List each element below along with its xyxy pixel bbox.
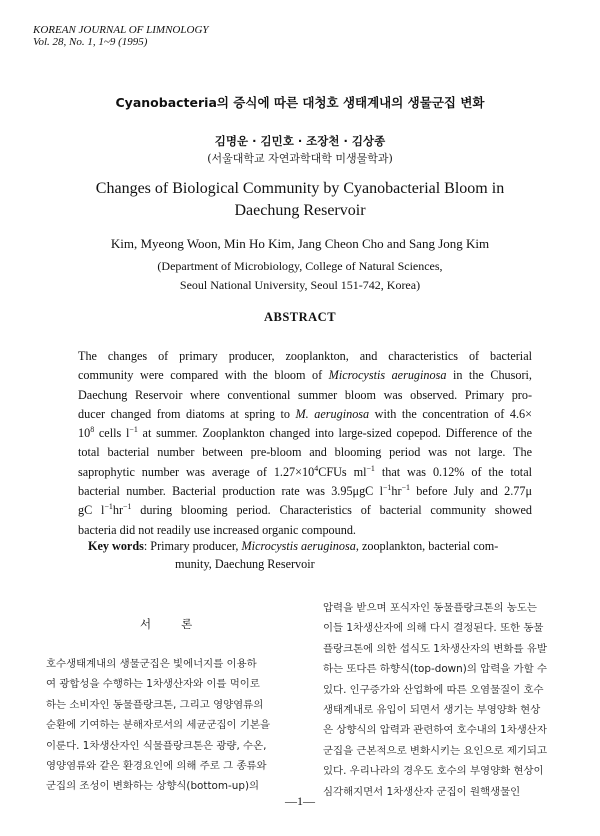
abstract-line xyxy=(78,386,532,405)
abstract-text: hr xyxy=(391,484,402,499)
abstract-text: CFUs ml xyxy=(318,464,367,479)
abstract-text: that was 0.12% of the total xyxy=(374,464,532,479)
abstract-line xyxy=(78,347,532,366)
english-title xyxy=(0,178,600,222)
body-line: 여 광합성을 수행하는 1차생산자와 이를 먹이로 xyxy=(46,678,260,691)
body-line: 하는 또다른 하향식(top-down)의 압력을 가할 수 xyxy=(323,663,547,676)
body-line: 호수생태계내의 생물군집은 빛에너지를 이용하 xyxy=(46,658,257,670)
abstract-text: 10 xyxy=(78,426,91,441)
korean-authors: 김명운 · 김민호 · 조장천 · 김상종 xyxy=(214,134,386,148)
abstract-text: bacteria did not readily use increased organic compound. xyxy=(78,522,356,537)
keywords-label: Key words xyxy=(88,539,144,553)
superscript: −1 xyxy=(366,463,375,473)
body-line: 이룬다. 1차생산자인 식물플랑크톤은 광량, 수온, xyxy=(46,739,267,752)
abstract-line xyxy=(78,424,532,443)
left-column xyxy=(46,654,306,797)
body-line: 군집을 근본적으로 변화시키는 요인으로 제기되고 xyxy=(323,744,547,757)
body-line: 이들 1차생산자에 의해 다시 결정된다. 또한 동물 xyxy=(323,622,544,635)
affiliation-line1: (Department of Microbiology, College of Natural Sciences, xyxy=(157,259,443,273)
body-line: 있다. 우리나라의 경우도 호수의 부영양화 현상이 xyxy=(323,765,544,778)
body-line: 영양염류와 같은 환경요인에 의해 주로 그 종류와 xyxy=(46,759,267,772)
abstract-body xyxy=(78,347,532,540)
abstract-text: in the Chusori, xyxy=(446,368,532,383)
abstract-text: with the concentration of 4.6× xyxy=(369,406,532,421)
superscript: 4 xyxy=(314,463,319,473)
abstract-text: at summer. Zooplankton changed into large-sized copepod. Difference of the xyxy=(137,426,532,441)
keywords-text: Primary producer, xyxy=(150,539,242,553)
page-number: —1— xyxy=(285,794,315,808)
korean-title: Cyanobacteria의 증식에 따른 대청호 생태계내의 생물군집 변화 xyxy=(115,95,485,110)
right-column xyxy=(323,598,571,802)
abstract-heading: ABSTRACT xyxy=(263,310,337,324)
keywords-text: , zooplankton, bacterial com- xyxy=(355,539,499,553)
superscript: 8 xyxy=(90,425,95,435)
body-line: 있다. 인구증가와 산업화에 따른 오염물질이 호수 xyxy=(323,683,544,696)
abstract-text: community were compared with the bloom of xyxy=(78,368,329,383)
english-title-line2: Daechung Reservoir xyxy=(234,202,366,219)
body-line: 심각해지면서 1차생산자 군집이 원핵생물인 xyxy=(323,785,521,798)
keywords-species: Microcystis aeruginosa xyxy=(241,539,356,553)
body-line: 은 상향식의 압력과 관련하여 호수내의 1차생산자 xyxy=(323,724,547,737)
abstract-text: cells l xyxy=(94,426,130,441)
species-name: Microcystis aeruginosa xyxy=(328,368,447,383)
abstract-line xyxy=(78,443,532,462)
journal-name: KOREAN JOURNAL OF LIMNOLOGY xyxy=(33,24,209,36)
abstract-line xyxy=(78,482,532,501)
body-line: 군집의 조성이 변화하는 상향식(bottom-up)의 xyxy=(46,780,260,793)
abstract-text: total bacterial number between pre-bloom and blooming period was not large. The xyxy=(78,445,532,460)
abstract-line xyxy=(78,366,532,385)
abstract-text: during blooming period. Characteristics of bacterial community showed xyxy=(131,503,533,518)
keywords-line2: munity, Daechung Reservoir xyxy=(175,557,315,571)
superscript: −1 xyxy=(382,483,392,493)
english-title-line1: Changes of Biological Community by Cyanobacterial Bloom in xyxy=(95,180,505,197)
species-name: M. aeruginosa xyxy=(295,406,370,421)
section-heading: 서론 xyxy=(140,617,223,631)
journal-issue: Vol. 28, No. 1, 1~9 (1995) xyxy=(33,36,148,48)
affiliation-line2: Seoul National University, Seoul 151-742, Korea) xyxy=(179,278,421,292)
superscript: −1 xyxy=(401,483,410,493)
keywords xyxy=(88,537,532,573)
abstract-text: ducer changed from diatoms at spring to xyxy=(78,406,296,421)
body-line: 하는 소비자인 동물플랑크톤, 그리고 영양염류의 xyxy=(46,698,264,711)
abstract-line xyxy=(78,501,532,520)
superscript: −1 xyxy=(104,502,113,512)
keywords-separator: : xyxy=(143,539,151,553)
abstract-text: hr xyxy=(112,503,124,518)
abstract-line xyxy=(78,463,532,482)
journal-header xyxy=(33,24,209,48)
abstract-text: saprophytic number was average of 1.27×10 xyxy=(78,464,315,479)
abstract-text: The changes of primary producer, zooplankton, and characteristics of bacterial xyxy=(78,349,532,363)
english-affiliation xyxy=(0,257,600,295)
body-line: 생태계내로 유입이 되면서 생기는 부영양화 현상 xyxy=(323,703,541,716)
english-authors: Kim, Myeong Woon, Min Ho Kim, Jang Cheon Cho and Sang Jong Kim xyxy=(110,236,490,251)
body-line: 플랑크톤에 의한 섭식도 1차생산자의 변화를 유발 xyxy=(323,642,547,655)
body-line: 순환에 기여하는 분해자로서의 세균군집이 기본을 xyxy=(46,719,270,732)
abstract-text: bacterial number. Bacterial production rate was 3.95μgC l xyxy=(78,484,383,499)
abstract-text: before July and 2.77μ xyxy=(410,484,533,499)
korean-affiliation: (서울대학교 자연과학대학 미생물학과) xyxy=(207,152,393,165)
superscript: −1 xyxy=(129,425,138,435)
body-line: 압력을 받으며 포식자인 동물플랑크톤의 농도는 xyxy=(323,602,537,614)
superscript: −1 xyxy=(123,502,132,512)
abstract-line xyxy=(78,405,532,424)
abstract-text: gC l xyxy=(78,503,105,518)
abstract-text: Daechung Reservoir where conventional summer bloom was observed. Primary pro- xyxy=(78,387,532,402)
